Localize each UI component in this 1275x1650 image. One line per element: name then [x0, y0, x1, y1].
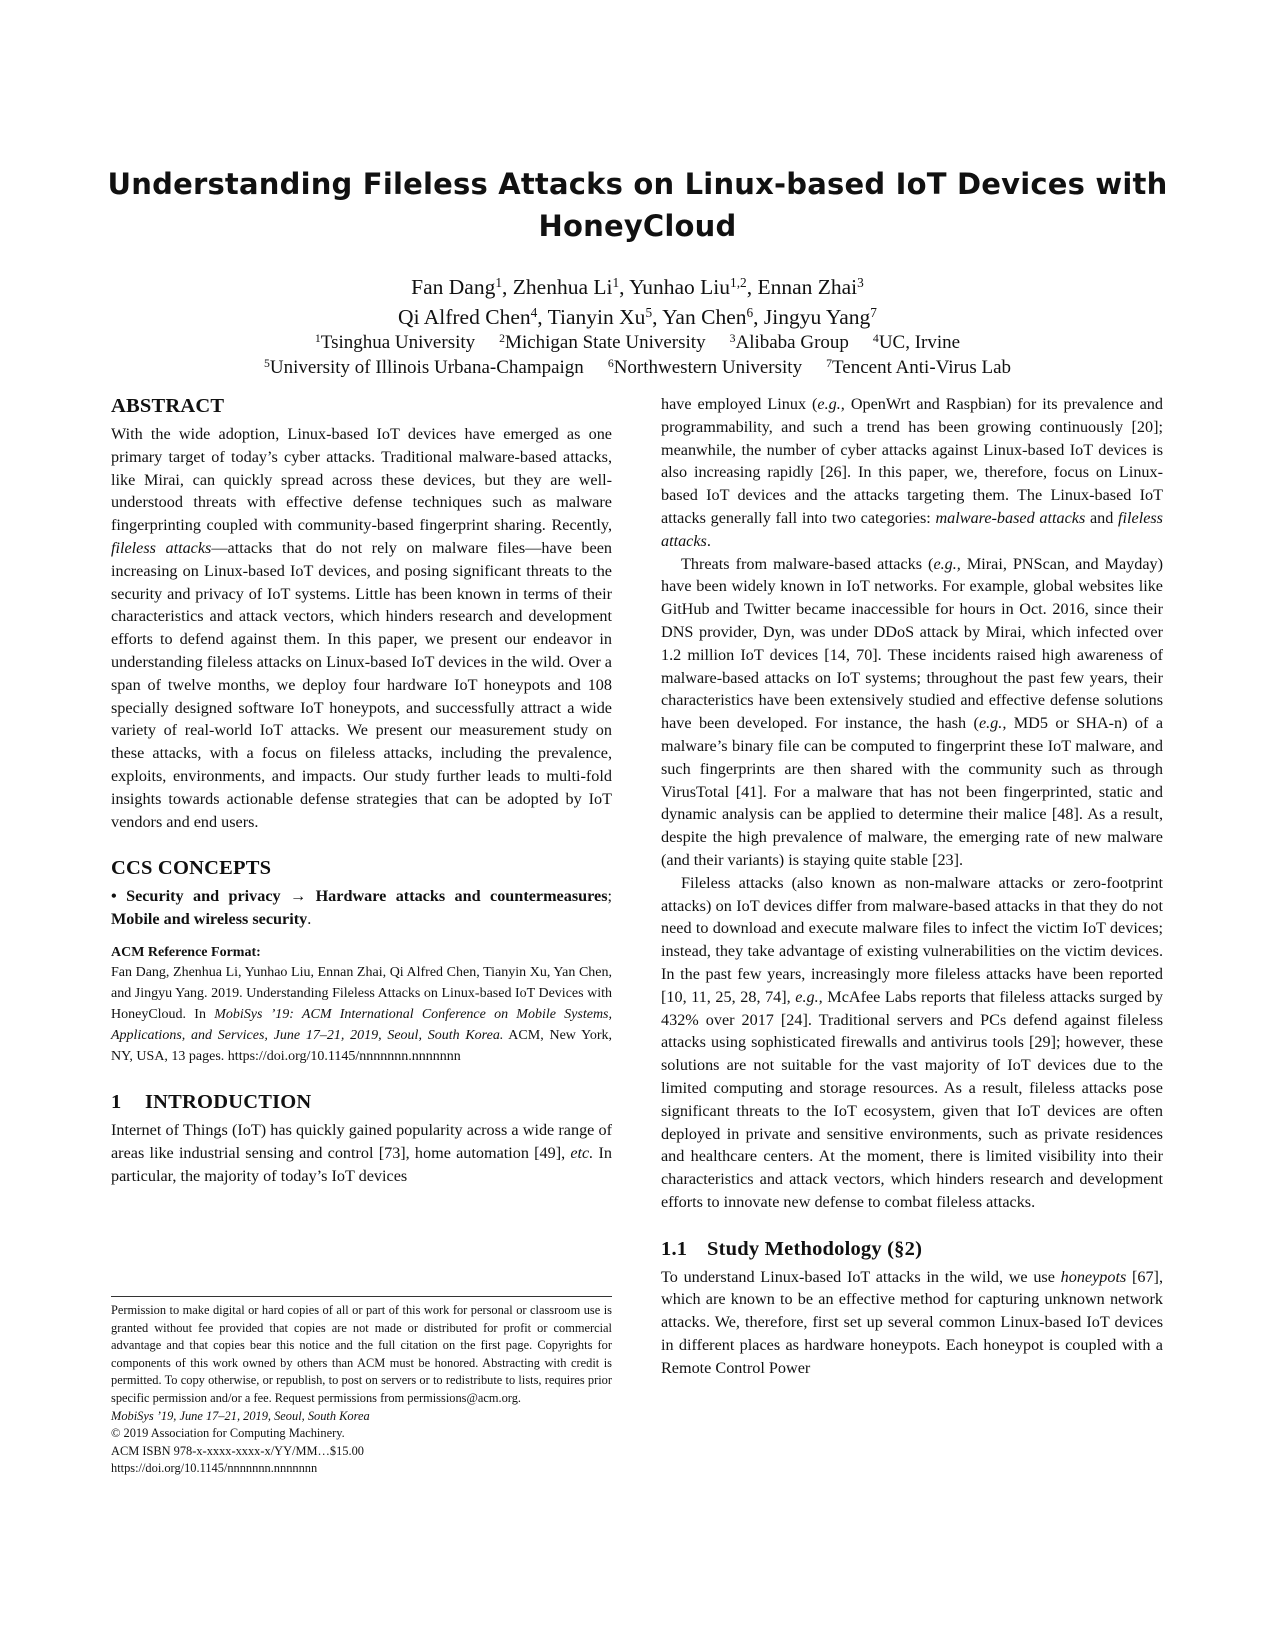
- introduction-heading: 1 INTRODUCTION: [111, 1090, 312, 1113]
- introduction-paragraph: Threats from malware-based attacks (e.g., Mirai, PNScan, and Mayday) have been widely known in IoT networks. For example, global websites like GitHub and Twitter became inaccessible for hours in Oct. 2016, since their DNS provider, Dyn, was under DDoS attack by Mirai, which infected over 1.2 million IoT devices [14, 70]. These incidents raised high awareness of malware-based attacks on IoT systems; throughout the past few years, their characteristics have been extensively studied and effective defense solutions have been developed. For instance, the hash (e.g., MD5 or SHA-n) of a malware’s binary file can be computed to fingerprint these IoT malware, and such fingerprints are then shared with the community such as through VirusTotal [41]. For a malware that has not been fingerprinted, static and dynamic analysis can be applied to determine their malice [48]. As a result, despite the high prevalence of malware, the emerging rate of new malware (and their variants) is staying quite stable [23].: [661, 554, 1164, 869]
- left-column: [111, 393, 612, 1187]
- introduction-paragraph: Fileless attacks (also known as non-malware attacks or zero-footprint attacks) on IoT devices differ from malware-based attacks in that they do not need to download and execute malware files to infect the victim IoT devices; instead, they take advantage of existing vulnerabilities on the victim devices. In the past few years, increasingly more fileless attacks have been reported [10, 11, 25, 28, 74], e.g., McAfee Labs reports that fileless attacks surged by 432% over 2017 [24]. Traditional servers and PCs defend against fileless attacks using sophisticated firewalls and antivirus tools [29]; however, these solutions are not suitable for the vast majority of IoT devices due to the limited computing and storage resources. As a result, fileless attacks pose significant threats to the IoT ecosystem, given that IoT devices are often deployed in private and sensitive environments, such as private residences and healthcare centers. At the moment, there is limited visibility into their characteristics and attack vectors, which hinders research and development efforts to innovate new defense to combat fileless attacks.: [661, 873, 1163, 1211]
- study-methodology-text: To understand Linux-based IoT attacks in the wild, we use honeypots [67], which are known to be an effective method for capturing unknown network attacks. We, therefore, first set up several common Linux-based IoT devices in different places as hardware honeypots. Each honeypot is coupled with a Remote Control Power: [661, 1267, 1163, 1377]
- footnote-divider: [111, 1296, 612, 1297]
- study-methodology-heading: 1.1 Study Methodology (§2): [661, 1237, 923, 1260]
- affiliation: $^4$UC, Irvine: [872, 332, 961, 353]
- ccs-concepts: • Security and privacy → Hardware attacks and countermeasures; Mobile and wireless security.: [111, 887, 613, 929]
- author-line-1: [90, 272, 1185, 302]
- abstract-text: With the wide adoption, Linux-based IoT devices have emerged as one primary target of today’s cyber attacks. Traditional malware-based attacks, like Mirai, can quickly spread across these devices, but they are well-understood threats with effective defense techniques such as malware fingerprinting coupled with community-based fingerprint sharing. Recently, fileless attacks—attacks that do not rely on malware files—have been increasing on Linux-based IoT devices, and posing significant threats to the security and privacy of IoT systems. Little has been known in terms of their characteristics and attack vectors, which hinders research and development efforts to defend against them. In this paper, we present our endeavor in understanding fileless attacks on Linux-based IoT devices in the wild. Over a span of twelve months, we deploy four hardware IoT honeypots and 108 specially designed software IoT honeypots, and successfully attract a wide variety of real-world IoT attacks. We present our measurement study on these attacks, with a focus on fileless attacks, including the prevalence, exploits, environments, and impacts. Our study further leads to multi-fold insights towards actionable defense strategies that can be adopted by IoT vendors and end users.: [111, 425, 612, 831]
- ccs-heading: CCS CONCEPTS: [111, 857, 272, 880]
- author: Fan Dang$^1$,: [411, 275, 513, 299]
- author: Zhenhua Li$^1$,: [512, 275, 630, 299]
- abstract-heading: ABSTRACT: [111, 395, 225, 417]
- author: Ennan Zhai$^3$: [757, 275, 864, 299]
- affiliation: $^7$Tencent Anti-Virus Lab: [826, 357, 1012, 378]
- copyright-line: © 2019 Association for Computing Machinery.: [111, 1426, 345, 1441]
- author: Yunhao Liu$^{1,2}$,: [629, 275, 758, 299]
- affiliation: $^3$Alibaba Group: [729, 332, 849, 353]
- author: Qi Alfred Chen$^4$,: [398, 305, 548, 329]
- author: Yan Chen$^6$,: [662, 305, 764, 329]
- isbn-line: ACM ISBN 978-x-xxxx-xxxx-x/YY/MM…$15.00: [111, 1443, 364, 1458]
- introduction-paragraph: have employed Linux (e.g., OpenWrt and Raspbian) for its prevalence and programmability, and such a trend has been growing continuously [20]; meanwhile, the number of cyber attacks against Linux-based IoT devices is also increasing rapidly [26]. In this paper, we, therefore, focus on Linux-based IoT devices and the attacks targeting them. The Linux-based IoT attacks generally fall into two categories: malware-based attacks and fileless attacks.: [661, 395, 1163, 550]
- conference-line: MobiSys ’19, June 17–21, 2019, Seoul, South Korea: [111, 1408, 370, 1423]
- permission-footnote: [111, 1302, 612, 1478]
- permission-notice: Permission to make digital or hard copies of all or part of this work for personal or classroom use is granted without fee provided that copies are not made or distributed for profit or commercial advantage and that copies bear this notice and the full citation on the first page. Copyrights for components of this work owned by others than ACM must be honored. Abstracting with credit is permitted. To copy otherwise, or republish, to post on servers or to redistribute to lists, requires prior specific permission and/or a fee. Request permissions from permissions@acm.org.: [111, 1303, 612, 1405]
- affiliation-list: [90, 330, 1185, 380]
- affiliation-line-2: [90, 355, 1185, 380]
- affiliation: $^1$Tsinghua University: [314, 332, 476, 353]
- acm-reference-text: Fan Dang, Zhenhua Li, Yunhao Liu, Ennan Zhai, Qi Alfred Chen, Tianyin Xu, Yan Chen, and Jingyu Yang. 2019. Understanding Fileless Attacks on Linux-based IoT Devices with HoneyCloud. In MobiSys ’19: ACM International Conference on Mobile Systems, Applications, and Services, June 17–21, 2019, Seoul, South Korea. ACM, New York, NY, USA, 13 pages. https://doi.org/10.1145/nnnnnnn.nnnnnnn: [111, 964, 613, 1064]
- right-column: [661, 393, 1163, 1380]
- author-line-2: [90, 302, 1185, 332]
- introduction-text-left: Internet of Things (IoT) has quickly gained popularity across a wide range of areas like industrial sensing and control [73], home automation [49], etc. In particular, the majority of today’s IoT devices: [111, 1120, 612, 1185]
- affiliation: $^5$University of Illinois Urbana-Champaign: [263, 357, 584, 378]
- acm-reference-heading: ACM Reference Format:: [111, 944, 261, 960]
- author: Tianyin Xu$^5$,: [547, 305, 663, 329]
- affiliation-line-1: [90, 330, 1185, 355]
- author-list: [90, 272, 1185, 332]
- affiliation: $^6$Northwestern University: [607, 357, 803, 378]
- paper-title: Understanding Fileless Attacks on Linux-based IoT Devices with HoneyCloud: [107, 167, 1168, 243]
- affiliation: $^2$Michigan State University: [499, 332, 706, 353]
- doi-link[interactable]: https://doi.org/10.1145/nnnnnnn.nnnnnnn: [111, 1461, 318, 1476]
- author: Jingyu Yang$^7$: [763, 305, 877, 329]
